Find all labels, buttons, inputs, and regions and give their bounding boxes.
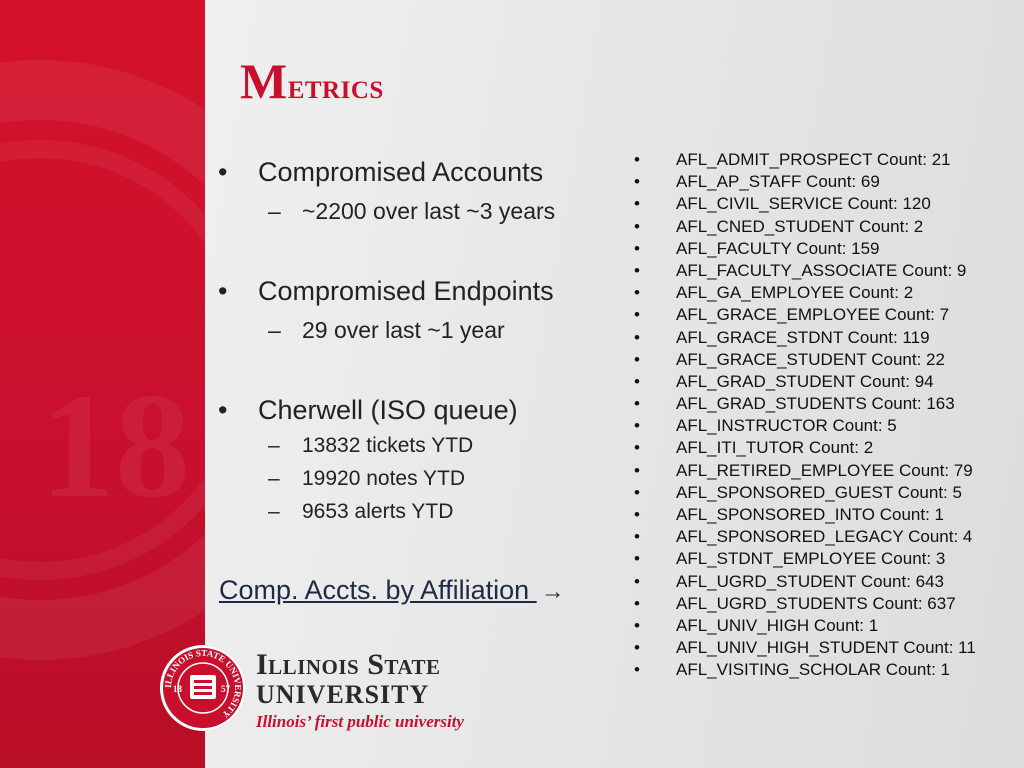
section-compromised-accounts: • Compromised Accounts bbox=[218, 157, 544, 187]
bullet-icon: • bbox=[634, 283, 640, 303]
affiliation-item: • AFL_CIVIL_SERVICE Count: 120 bbox=[632, 193, 976, 215]
background-seal-year: 18 bbox=[40, 363, 190, 529]
bullet-icon: • bbox=[634, 482, 640, 502]
bullet-icon: • bbox=[634, 172, 640, 192]
bullet-icon: • bbox=[634, 615, 640, 635]
bullet-icon: • bbox=[634, 416, 640, 436]
bullet-icon: • bbox=[634, 260, 640, 280]
affiliation-item: • AFL_FACULTY Count: 159 bbox=[632, 238, 976, 260]
arrow-right-icon: → bbox=[540, 578, 565, 605]
affiliation-item: • AFL_CNED_STUDENT Count: 2 bbox=[632, 216, 976, 238]
svg-text:57: 57 bbox=[221, 684, 230, 694]
affiliation-item: • AFL_SPONSORED_LEGACY Count: 4 bbox=[632, 526, 976, 548]
section-compromised-endpoints: • Compromised Endpoints bbox=[218, 276, 554, 306]
affiliation-item: • AFL_UGRD_STUDENTS Count: 637 bbox=[632, 593, 976, 615]
bullet-icon: • bbox=[634, 660, 640, 680]
affiliation-item: • AFL_GRACE_STDNT Count: 119 bbox=[632, 327, 976, 349]
university-logo bbox=[160, 645, 500, 740]
affiliation-item: • AFL_GRACE_STUDENT Count: 22 bbox=[632, 349, 976, 371]
affiliation-item: • AFL_STDNT_EMPLOYEE Count: 3 bbox=[632, 548, 976, 570]
bullet-icon: • bbox=[634, 638, 640, 658]
bullet-icon: • bbox=[634, 327, 640, 347]
bullet-icon: • bbox=[634, 527, 640, 547]
bullet-icon: • bbox=[634, 216, 640, 236]
bullet-icon: • bbox=[634, 549, 640, 569]
bullet-icon: • bbox=[634, 394, 640, 414]
affiliation-item: • AFL_GRAD_STUDENTS Count: 163 bbox=[632, 393, 976, 415]
affiliation-item: • AFL_GA_EMPLOYEE Count: 2 bbox=[632, 282, 976, 304]
bullet-icon: • bbox=[634, 194, 640, 214]
affiliation-item: • AFL_RETIRED_EMPLOYEE Count: 79 bbox=[632, 460, 976, 482]
bullet-icon: • bbox=[634, 238, 640, 258]
affiliation-item: • AFL_SPONSORED_GUEST Count: 5 bbox=[632, 482, 976, 504]
svg-text:ILLINOIS STATE UNIVERSITY: ILLINOIS STATE UNIVERSITY bbox=[162, 647, 244, 720]
affiliation-item: • AFL_GRAD_STUDENT Count: 94 bbox=[632, 371, 976, 393]
bullet-icon: • bbox=[634, 505, 640, 524]
sub-item: – 29 over last ~1 year bbox=[268, 317, 505, 343]
bullet-icon: • bbox=[634, 305, 640, 325]
affiliation-item: • AFL_UNIV_HIGH_STUDENT Count: 11 bbox=[632, 637, 976, 659]
bullet-icon: • bbox=[634, 571, 640, 591]
affiliation-item: • AFL_UGRD_STUDENT Count: 643 bbox=[632, 571, 976, 593]
affiliation-item: • AFL_FACULTY_ASSOCIATE Count: 9 bbox=[632, 260, 976, 282]
university-tagline: Illinois’ first public university bbox=[256, 712, 464, 731]
bullet-icon: • bbox=[634, 593, 640, 613]
bullet-icon: • bbox=[634, 349, 640, 369]
affiliation-link[interactable]: Comp. Accts. by Affiliation → bbox=[219, 575, 565, 605]
university-seal-icon bbox=[160, 645, 246, 731]
affiliation-item: • AFL_GRACE_EMPLOYEE Count: 7 bbox=[632, 304, 976, 326]
slide-title: Metrics bbox=[240, 53, 384, 109]
university-name-line2: UNIVERSITY bbox=[256, 680, 430, 709]
sub-item: – ~2200 over last ~3 years bbox=[268, 198, 556, 224]
svg-text:18: 18 bbox=[173, 684, 182, 694]
section-cherwell: • Cherwell (ISO queue) bbox=[218, 395, 518, 425]
sub-item: – 13832 tickets YTD bbox=[268, 434, 474, 457]
sub-item: – 9653 alerts YTD bbox=[268, 500, 454, 523]
affiliation-item: • AFL_INSTRUCTOR Count: 5 bbox=[632, 415, 976, 437]
bullet-icon: • bbox=[634, 460, 640, 480]
affiliation-list bbox=[632, 149, 976, 682]
affiliation-item: • AFL_UNIV_HIGH Count: 1 bbox=[632, 615, 976, 637]
affiliation-item: • AFL_VISITING_SCHOLAR Count: 1 bbox=[632, 659, 976, 681]
bullet-icon: • bbox=[634, 371, 640, 391]
bullet-icon: • bbox=[634, 150, 640, 169]
affiliation-item: • AFL_AP_STAFF Count: 69 bbox=[632, 171, 976, 193]
affiliation-item: • AFL_ADMIT_PROSPECT Count: 21 bbox=[632, 149, 976, 171]
bullet-icon: • bbox=[634, 438, 640, 458]
affiliation-item: • AFL_ITI_TUTOR Count: 2 bbox=[632, 437, 976, 459]
affiliation-item: • AFL_SPONSORED_INTO Count: 1 bbox=[632, 504, 976, 526]
university-name-line1: Illinois State bbox=[256, 648, 441, 681]
sub-item: – 19920 notes YTD bbox=[268, 467, 466, 490]
